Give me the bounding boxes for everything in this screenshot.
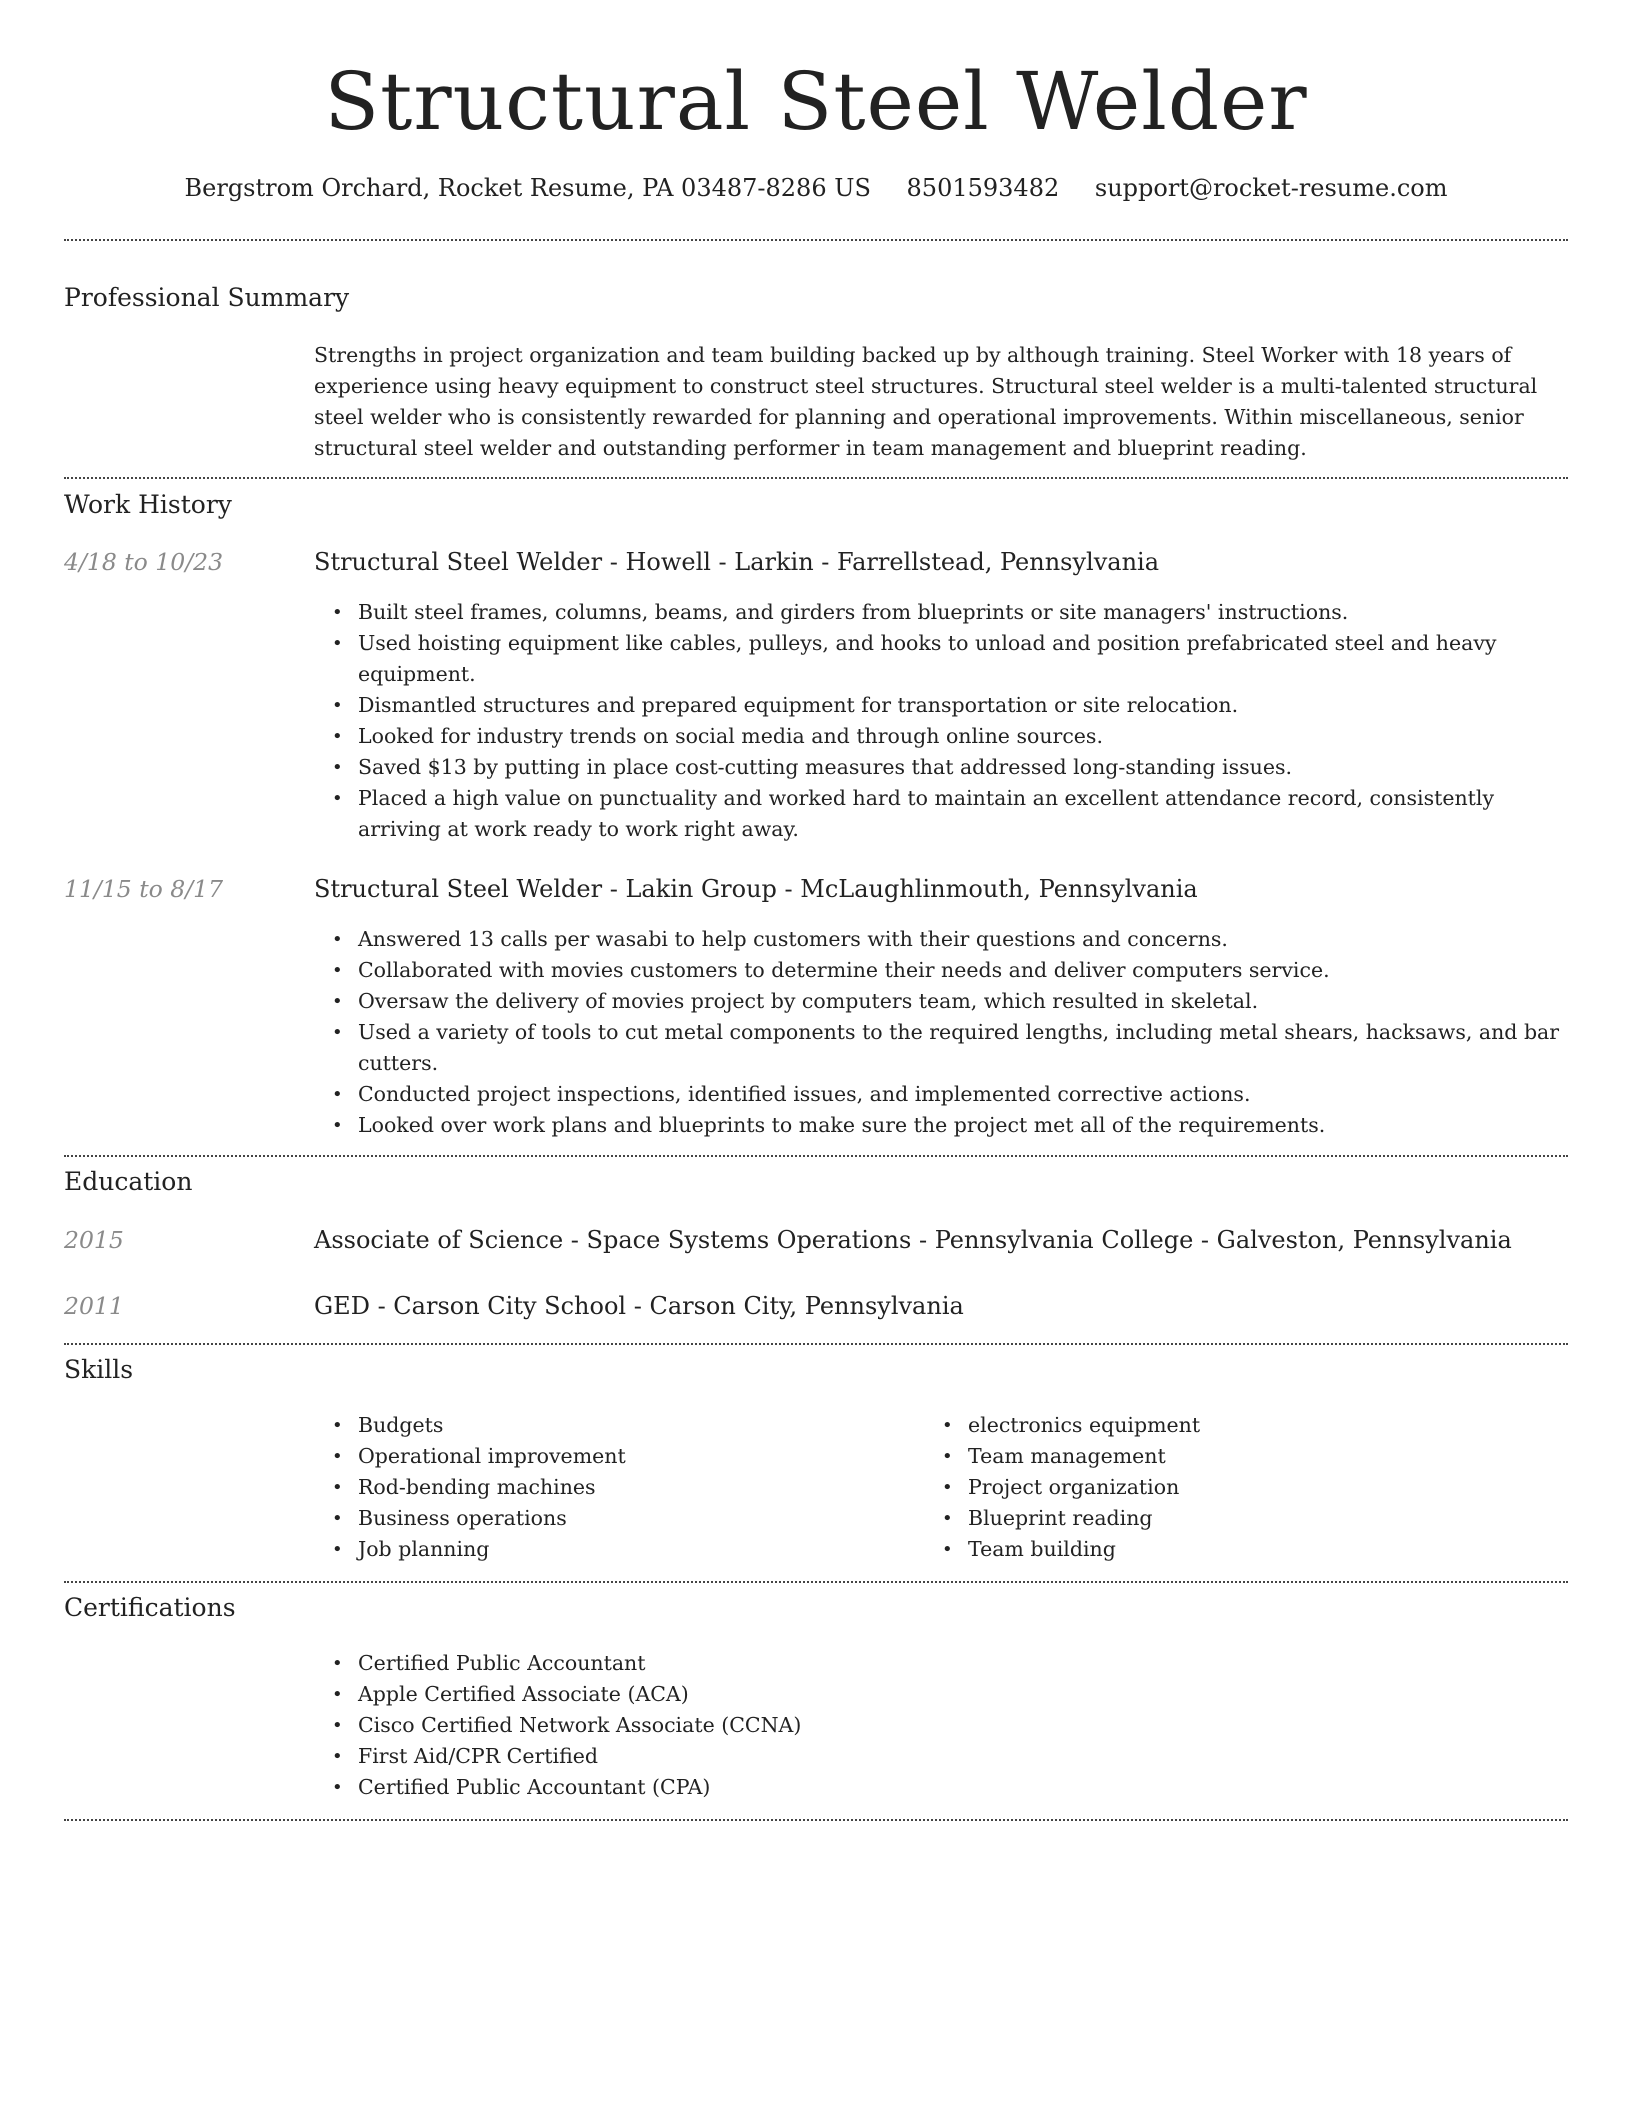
skill-item: • Business operations <box>358 1503 918 1534</box>
resume-title: Structural Steel Welder <box>324 55 1308 148</box>
skill-item: • Job planning <box>358 1534 918 1565</box>
list-item: • Looked over work plans and blueprints to make sure the project met all of the requirements. <box>358 1110 1568 1141</box>
section-divider <box>64 1155 1568 1157</box>
summary-text: Strengths in project organization and team building backed up by although training. Steel Worker with 18 years of experience using heavy equipment to construct steel structures. Structural steel welder is a multi-talented structural steel welder who is consistently rewarded for planning and operational improvements. Within miscellaneous, senior structural steel welder and outstanding performer in team management and blueprint reading. <box>314 343 1538 460</box>
education-year: 2015 <box>64 1226 124 1254</box>
list-item: • Conducted project inspections, identified issues, and implemented corrective actions. <box>358 1079 1568 1110</box>
list-item: • Placed a high value on punctuality and worked hard to maintain an excellent attendance record, consistently arriving at work ready to work right away. <box>358 783 1568 845</box>
job-bullets <box>314 597 1568 845</box>
skills-heading: Skills <box>64 1355 134 1384</box>
list-item: • Saved $13 by putting in place cost-cutting measures that addressed long-standing issues. <box>358 752 1568 783</box>
skill-item: • Team building <box>968 1534 1528 1565</box>
certification-item: • First Aid/CPR Certified <box>358 1741 1358 1772</box>
summary-heading: Professional Summary <box>64 283 350 312</box>
education-entry: Associate of Science - Space Systems Operations - Pennsylvania College - Galveston, Pennsylvania <box>314 1226 1512 1254</box>
section-divider <box>64 1343 1568 1345</box>
list-item: • Answered 13 calls per wasabi to help customers with their questions and concerns. <box>358 924 1568 955</box>
job-heading: Structural Steel Welder - Howell - Larkin - Farrellstead, Pennsylvania <box>314 548 1160 576</box>
list-item: • Used hoisting equipment like cables, pulleys, and hooks to unload and position prefabricated steel and heavy equipment. <box>358 628 1568 690</box>
list-item: • Looked for industry trends on social media and through online sources. <box>358 721 1568 752</box>
certification-item: • Certified Public Accountant (CPA) <box>358 1772 1358 1803</box>
job-dates: 4/18 to 10/23 <box>64 548 224 576</box>
skill-item: • Rod-bending machines <box>358 1472 918 1503</box>
contact-address: Bergstrom Orchard, Rocket Resume, PA 03487-8286 US <box>184 174 871 202</box>
section-divider <box>64 1581 1568 1583</box>
education-entry: GED - Carson City School - Carson City, Pennsylvania <box>314 1292 964 1320</box>
contact-line <box>0 172 1632 204</box>
skill-item: • Budgets <box>358 1410 918 1441</box>
certifications-heading: Certifications <box>64 1593 236 1622</box>
skill-item: • Project organization <box>968 1472 1528 1503</box>
skill-item: • Operational improvement <box>358 1441 918 1472</box>
skill-item: • Team management <box>968 1441 1528 1472</box>
skills-list-left <box>314 1410 918 1565</box>
list-item: • Used a variety of tools to cut metal components to the required lengths, including metal shears, hacksaws, and bar cutters. <box>358 1017 1568 1079</box>
job-bullets <box>314 924 1568 1141</box>
skill-item: • Blueprint reading <box>968 1503 1528 1534</box>
section-divider <box>64 1819 1568 1821</box>
certification-item: • Certified Public Accountant <box>358 1648 1358 1679</box>
certification-item: • Apple Certified Associate (ACA) <box>358 1679 1358 1710</box>
list-item: • Collaborated with movies customers to determine their needs and deliver computers service. <box>358 955 1568 986</box>
certification-item: • Cisco Certified Network Associate (CCNA) <box>358 1710 1358 1741</box>
contact-email: support@rocket-resume.com <box>1094 174 1448 202</box>
list-item: • Built steel frames, columns, beams, and girders from blueprints or site managers' instructions. <box>358 597 1568 628</box>
education-year: 2011 <box>64 1292 124 1320</box>
job-dates: 11/15 to 8/17 <box>64 875 224 903</box>
work-history-heading: Work History <box>64 490 232 519</box>
contact-phone: 8501593482 <box>906 174 1060 202</box>
skill-item: • electronics equipment <box>968 1410 1528 1441</box>
job-heading: Structural Steel Welder - Lakin Group - McLaughlinmouth, Pennsylvania <box>314 875 1198 903</box>
section-divider <box>64 239 1568 241</box>
section-divider <box>64 477 1568 479</box>
education-heading: Education <box>64 1167 193 1196</box>
list-item: • Dismantled structures and prepared equipment for transportation or site relocation. <box>358 690 1568 721</box>
certifications-list <box>314 1648 1358 1803</box>
skills-list-right <box>924 1410 1528 1565</box>
list-item: • Oversaw the delivery of movies project by computers team, which resulted in skeletal. <box>358 986 1568 1017</box>
